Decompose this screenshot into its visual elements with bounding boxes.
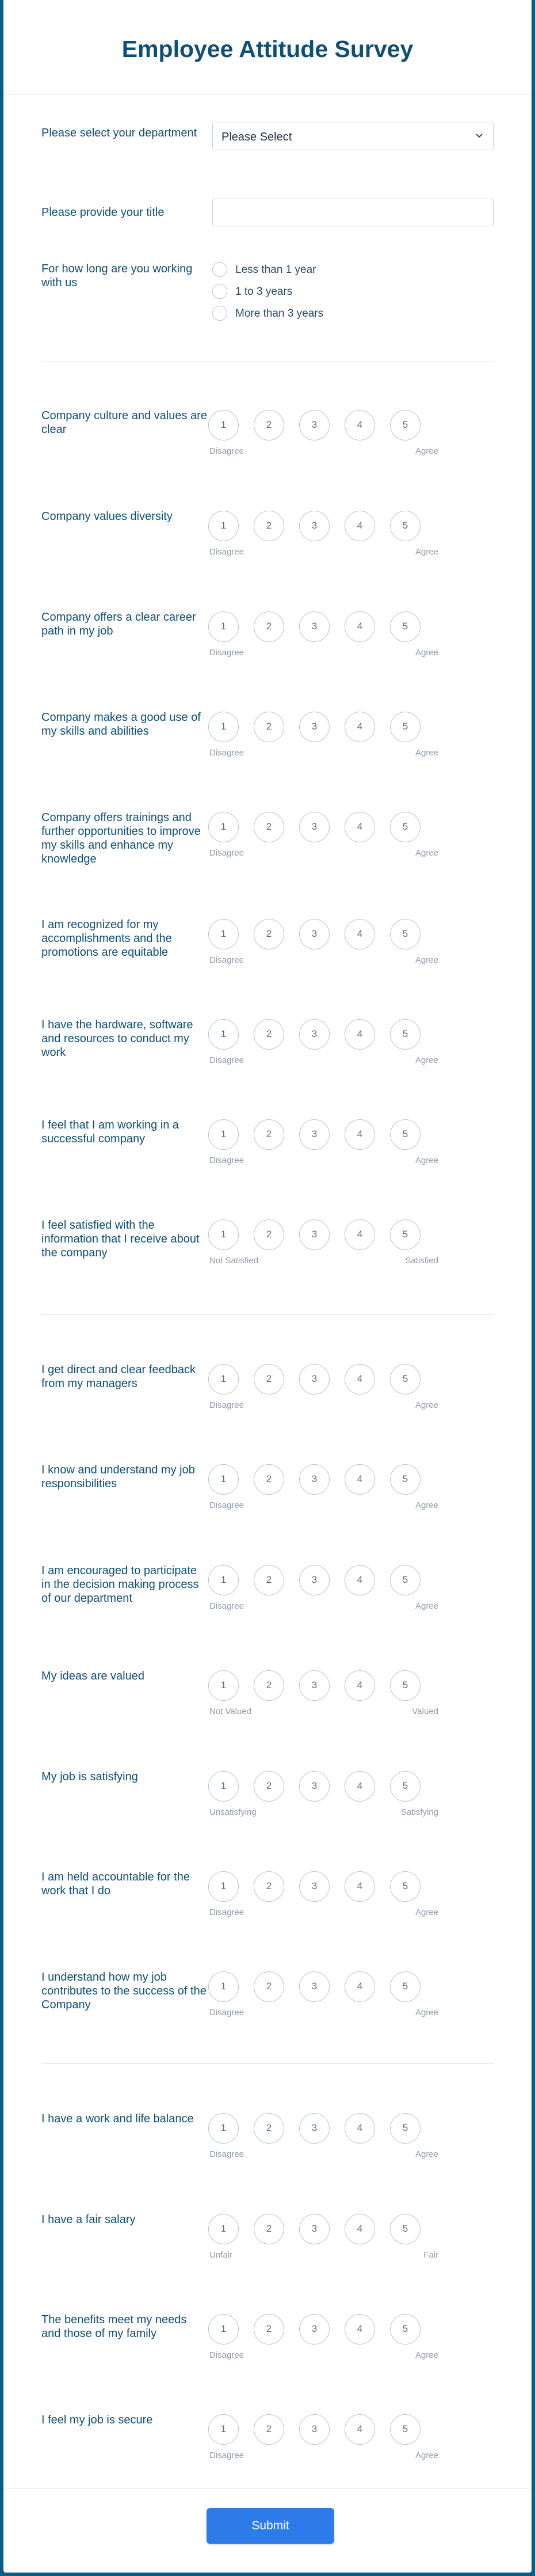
rating-option[interactable]: 4	[345, 1119, 375, 1150]
rating-question: I get direct and clear feedback from my managers	[41, 1363, 196, 1390]
rating-option[interactable]: 1	[208, 2214, 239, 2244]
rating-option[interactable]: 3	[299, 511, 330, 541]
rating-option[interactable]: 2	[254, 2414, 284, 2445]
rating-option[interactable]: 3	[299, 812, 330, 842]
rating-option[interactable]: 5	[390, 1019, 421, 1050]
scale-high-label: Agree	[415, 648, 438, 658]
rating-scale	[208, 1971, 438, 2023]
rating-option[interactable]: 2	[254, 1871, 284, 1902]
scale-low-label: Disagree	[209, 2008, 244, 2018]
rating-option[interactable]: 3	[299, 2314, 330, 2345]
rating-scale	[208, 1464, 438, 1516]
rating-scale	[208, 812, 438, 864]
scale-high-label: Agree	[415, 748, 438, 758]
scale-high-label: Agree	[415, 1908, 438, 1917]
section-divider	[41, 1314, 494, 1315]
scale-low-label: Disagree	[209, 446, 244, 456]
rating-question: I am encouraged to participate in the decision making process of our department	[41, 1564, 199, 1605]
rating-option[interactable]: 3	[299, 2113, 330, 2144]
scale-high-label: Valued	[412, 1707, 438, 1716]
scale-high-label: Agree	[415, 2350, 438, 2360]
department-select[interactable]	[212, 123, 494, 150]
rating-scale	[208, 2214, 438, 2266]
scale-low-label: Disagree	[209, 1156, 244, 1165]
rating-option[interactable]: 1	[208, 1565, 239, 1595]
rating-option[interactable]: 5	[390, 1971, 421, 2002]
rating-option[interactable]: 5	[390, 410, 421, 440]
rating-option[interactable]: 1	[208, 2314, 239, 2345]
tenure-label: For how long are you working with us	[41, 263, 193, 289]
rating-option[interactable]: 1	[208, 1219, 239, 1250]
rating-option[interactable]: 5	[390, 1771, 421, 1802]
scale-low-label: Disagree	[209, 1601, 244, 1611]
rating-question: I feel my job is secure	[41, 2414, 153, 2426]
rating-question: My job is satisfying	[41, 1770, 138, 1783]
rating-question: Company makes a good use of my skills and abilities	[41, 711, 201, 738]
rating-option[interactable]: 2	[254, 2113, 284, 2144]
rating-option[interactable]: 1	[208, 410, 239, 440]
scale-low-label: Unfair	[209, 2250, 233, 2260]
rating-scale	[208, 1871, 438, 1923]
rating-option[interactable]: 5	[390, 611, 421, 642]
scale-high-label: Agree	[415, 2450, 438, 2460]
rating-option[interactable]: 1	[208, 1871, 239, 1902]
rating-option[interactable]: 3	[299, 1871, 330, 1902]
rating-question: Company culture and values are clear	[41, 409, 207, 436]
rating-option[interactable]: 5	[390, 1464, 421, 1495]
rating-option[interactable]: 2	[254, 1971, 284, 2002]
rating-option[interactable]: 2	[254, 611, 284, 642]
rating-option[interactable]: 3	[299, 1971, 330, 2002]
survey-form	[3, 0, 532, 2573]
rating-option[interactable]: 2	[254, 919, 284, 949]
rating-scale	[208, 1019, 438, 1071]
rating-option[interactable]: 2	[254, 1219, 284, 1250]
rating-option[interactable]: 4	[345, 1364, 375, 1395]
rating-option[interactable]: 5	[390, 2314, 421, 2345]
rating-option[interactable]: 5	[390, 1219, 421, 1250]
rating-option[interactable]: 5	[390, 2113, 421, 2144]
rating-option[interactable]: 1	[208, 2414, 239, 2445]
rating-question: I have a fair salary	[41, 2213, 136, 2226]
form-footer	[3, 2488, 532, 2573]
radio-circle[interactable]	[212, 262, 227, 277]
rating-option[interactable]: 2	[254, 712, 284, 742]
rating-option[interactable]: 3	[299, 919, 330, 949]
rating-option[interactable]: 3	[299, 611, 330, 642]
department-select-value: Please Select	[221, 131, 292, 143]
rating-scale	[208, 2113, 438, 2165]
scale-high-label: Satisfying	[400, 1807, 438, 1817]
rating-option[interactable]: 1	[208, 1119, 239, 1150]
rating-option[interactable]: 1	[208, 1464, 239, 1495]
rating-option[interactable]: 4	[345, 919, 375, 949]
rating-option[interactable]: 3	[299, 1219, 330, 1250]
scale-low-label: Disagree	[209, 2450, 244, 2460]
rating-option[interactable]: 1	[208, 812, 239, 842]
rating-option[interactable]: 3	[299, 410, 330, 440]
rating-option[interactable]: 4	[345, 1219, 375, 1250]
rating-option[interactable]: 4	[345, 1670, 375, 1701]
rating-option[interactable]: 3	[299, 1119, 330, 1150]
scale-high-label: Agree	[415, 1500, 438, 1510]
rating-option[interactable]: 2	[254, 511, 284, 541]
rating-option[interactable]: 2	[254, 1464, 284, 1495]
department-label: Please select your department	[41, 127, 197, 139]
rating-option[interactable]: 3	[299, 1565, 330, 1595]
radio-circle[interactable]	[212, 306, 227, 321]
radio-label: 1 to 3 years	[235, 286, 293, 298]
form-header	[3, 0, 532, 95]
rating-option[interactable]: 3	[299, 1670, 330, 1701]
scale-low-label: Unsatisfying	[209, 1807, 257, 1817]
rating-option[interactable]: 4	[345, 1871, 375, 1902]
rating-option[interactable]: 1	[208, 712, 239, 742]
rating-question: I feel that I am working in a successful company	[41, 1119, 179, 1145]
rating-question: Company values diversity	[41, 510, 173, 523]
rating-option[interactable]: 2	[254, 2214, 284, 2244]
scale-high-label: Fair	[423, 2250, 438, 2260]
scale-low-label: Disagree	[209, 1500, 244, 1510]
rating-scale	[208, 2314, 438, 2366]
rating-option[interactable]: 5	[390, 712, 421, 742]
rating-option[interactable]: 5	[390, 919, 421, 949]
rating-scale	[208, 2414, 438, 2466]
rating-option[interactable]: 4	[345, 511, 375, 541]
rating-question: Company offers a clear career path in my job	[41, 611, 196, 637]
rating-option[interactable]: 4	[345, 812, 375, 842]
rating-option[interactable]: 5	[390, 1119, 421, 1150]
rating-option[interactable]: 3	[299, 1019, 330, 1050]
rating-option[interactable]: 3	[299, 1771, 330, 1802]
rating-option[interactable]: 1	[208, 1019, 239, 1050]
rating-option[interactable]: 2	[254, 1119, 284, 1150]
rating-option[interactable]: 4	[345, 2214, 375, 2244]
page-title: Employee Attitude Survey	[121, 36, 414, 62]
rating-option[interactable]: 4	[345, 1971, 375, 2002]
rating-option[interactable]: 4	[345, 1019, 375, 1050]
rating-option[interactable]: 3	[299, 1464, 330, 1495]
rating-scale	[208, 1119, 438, 1171]
rating-option[interactable]: 5	[390, 812, 421, 842]
rating-question: Company offers trainings and further opportunities to improve my skills and enhance my knowledge	[41, 811, 201, 865]
rating-option[interactable]: 5	[390, 2214, 421, 2244]
rating-option[interactable]: 1	[208, 1971, 239, 2002]
scale-low-label: Disagree	[209, 547, 244, 557]
rating-option[interactable]: 4	[345, 1771, 375, 1802]
scale-low-label: Disagree	[209, 2350, 244, 2360]
rating-option[interactable]: 2	[254, 1019, 284, 1050]
scale-low-label: Disagree	[209, 955, 244, 965]
rating-option[interactable]: 5	[390, 2414, 421, 2445]
scale-low-label: Disagree	[209, 1400, 244, 1410]
rating-question: I feel satisfied with the information that I receive about the company	[41, 1219, 200, 1259]
rating-scale	[208, 1771, 438, 1823]
rating-scale	[208, 410, 438, 462]
rating-scale	[208, 611, 438, 663]
rating-option[interactable]: 3	[299, 1364, 330, 1395]
scale-high-label: Satisfied	[405, 1256, 438, 1266]
scale-low-label: Disagree	[209, 848, 244, 858]
rating-option[interactable]: 2	[254, 1771, 284, 1802]
rating-scale	[208, 712, 438, 763]
rating-question: I know and understand my job responsibilities	[41, 1464, 195, 1490]
rating-option[interactable]: 4	[345, 611, 375, 642]
scale-low-label: Disagree	[209, 1055, 244, 1065]
rating-option[interactable]: 4	[345, 2113, 375, 2144]
scale-high-label: Agree	[415, 2149, 438, 2159]
rating-option[interactable]: 5	[390, 1565, 421, 1595]
scale-high-label: Agree	[415, 1055, 438, 1065]
rating-question: I am held accountable for the work that I do	[41, 1871, 190, 1897]
rating-question: I have the hardware, software and resources to conduct my work	[41, 1019, 193, 1059]
rating-scale	[208, 1565, 438, 1617]
radio-label: Less than 1 year	[235, 264, 316, 276]
rating-option[interactable]: 1	[208, 611, 239, 642]
rating-question: I am recognized for my accomplishments and the promotions are equitable	[41, 918, 172, 959]
scale-high-label: Agree	[415, 848, 438, 858]
rating-option[interactable]: 2	[254, 812, 284, 842]
rating-question: My ideas are valued	[41, 1670, 144, 1682]
rating-option[interactable]: 2	[254, 2314, 284, 2345]
rating-option[interactable]: 2	[254, 1670, 284, 1701]
rating-scale	[208, 1364, 438, 1416]
rating-option[interactable]: 1	[208, 511, 239, 541]
scale-high-label: Agree	[415, 1400, 438, 1410]
scale-high-label: Agree	[415, 955, 438, 965]
rating-option[interactable]: 4	[345, 1464, 375, 1495]
submit-button[interactable]: Submit	[207, 2508, 334, 2544]
rating-option[interactable]: 5	[390, 1871, 421, 1902]
scale-high-label: Agree	[415, 1156, 438, 1165]
radio-circle[interactable]	[212, 284, 227, 299]
section-divider	[41, 2063, 494, 2064]
rating-option[interactable]: 5	[390, 511, 421, 541]
rating-option[interactable]: 3	[299, 2414, 330, 2445]
chevron-down-icon	[475, 131, 484, 140]
scale-high-label: Agree	[415, 446, 438, 456]
rating-option[interactable]: 5	[390, 1364, 421, 1395]
rating-option[interactable]: 3	[299, 2214, 330, 2244]
scale-low-label: Not Valued	[209, 1707, 252, 1716]
rating-option[interactable]: 1	[208, 1364, 239, 1395]
rating-option[interactable]: 5	[390, 1670, 421, 1701]
rating-scale	[208, 1670, 438, 1722]
rating-question: The benefits meet my needs and those of my family	[41, 2313, 187, 2340]
radio-label: More than 3 years	[235, 307, 324, 320]
title-label: Please provide your title	[41, 206, 165, 219]
rating-option[interactable]: 2	[254, 1565, 284, 1595]
scale-low-label: Disagree	[209, 748, 244, 758]
rating-option[interactable]: 1	[208, 2113, 239, 2144]
rating-scale	[208, 919, 438, 971]
scale-low-label: Disagree	[209, 2149, 244, 2159]
rating-option[interactable]: 2	[254, 410, 284, 440]
rating-option[interactable]: 4	[345, 712, 375, 742]
scale-low-label: Disagree	[209, 648, 244, 658]
rating-option[interactable]: 1	[208, 919, 239, 949]
rating-option[interactable]: 4	[345, 2314, 375, 2345]
rating-question: I understand how my job contributes to the success of the Company	[41, 1971, 207, 2011]
title-input[interactable]	[212, 199, 494, 226]
rating-option[interactable]: 4	[345, 2414, 375, 2445]
scale-high-label: Agree	[415, 2008, 438, 2018]
rating-option[interactable]: 2	[254, 1364, 284, 1395]
scale-low-label: Disagree	[209, 1908, 244, 1917]
rating-question: I have a work and life balance	[41, 2113, 194, 2125]
rating-option[interactable]: 4	[345, 1565, 375, 1595]
rating-scale	[208, 1219, 438, 1271]
scale-high-label: Agree	[415, 547, 438, 557]
rating-option[interactable]: 1	[208, 1670, 239, 1701]
scale-low-label: Not Satisfied	[209, 1256, 259, 1266]
rating-scale	[208, 511, 438, 563]
scale-high-label: Agree	[415, 1601, 438, 1611]
rating-option[interactable]: 3	[299, 712, 330, 742]
rating-option[interactable]: 4	[345, 410, 375, 440]
rating-option[interactable]: 1	[208, 1771, 239, 1802]
